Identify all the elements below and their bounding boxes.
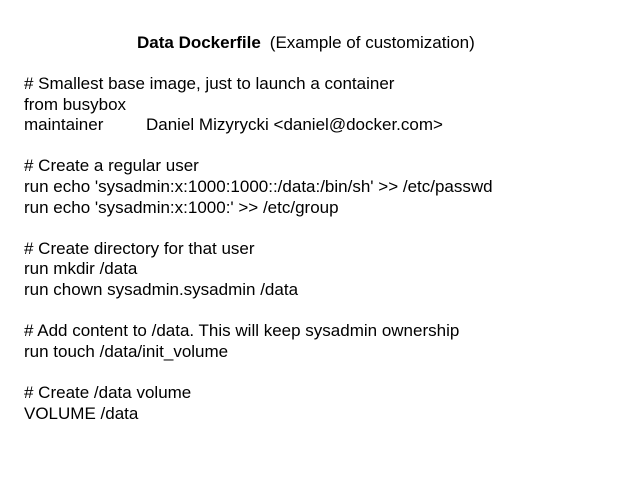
maintainer-value: Daniel Mizyrycki <daniel@docker.com> [146,115,443,135]
comment-line: # Create /data volume [24,382,192,402]
comment-line: # Create a regular user [24,156,199,176]
comment-line: # Create directory for that user [24,238,255,258]
blank-line [24,218,493,239]
code-line: run echo 'sysadmin:x:1000:' >> /etc/group [24,197,339,217]
comment-line: # Add content to /data. This will keep sysadmin ownership [24,321,460,341]
code-line: run mkdir /data [24,259,138,279]
title-subtitle: (Example of customization) [269,33,475,52]
dockerfile-body [24,74,493,424]
code-line: run chown sysadmin.sysadmin /data [24,279,299,299]
blank-line [24,301,493,322]
maintainer-line [24,115,493,136]
code-line: VOLUME /data [24,403,139,423]
blank-line [24,362,493,383]
title-bold: Data Dockerfile [137,33,261,52]
maintainer-keyword: maintainer [24,115,104,135]
slide-title [137,33,475,53]
code-line: from busybox [24,94,127,114]
code-line: run echo 'sysadmin:x:1000:1000::/data:/bin/sh' >> /etc/passwd [24,176,493,196]
comment-line: # Smallest base image, just to launch a container [24,74,395,93]
blank-line [24,136,493,157]
code-line: run touch /data/init_volume [24,341,229,361]
